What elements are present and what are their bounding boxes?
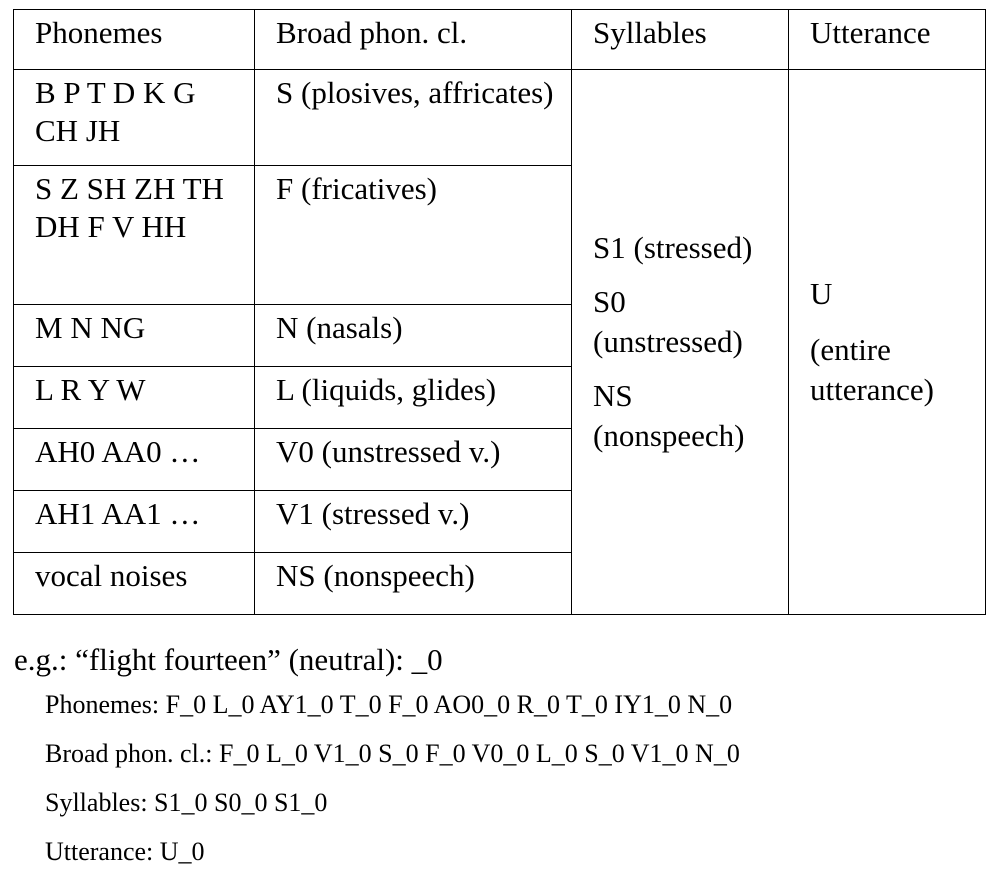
example-utterance-line: Utterance: U_0 bbox=[45, 837, 205, 866]
syllable-class-unstressed: S0 (unstressed) bbox=[593, 283, 743, 359]
broad-class-cell: L (liquids, glides) bbox=[255, 367, 572, 429]
header-phonemes: Phonemes bbox=[14, 10, 255, 70]
broad-class-cell: V1 (stressed v.) bbox=[255, 491, 572, 553]
table-header-row bbox=[14, 10, 986, 70]
phonemes-cell: B P T D K G CH JH bbox=[14, 70, 255, 166]
header-utterance: Utterance bbox=[789, 10, 986, 70]
example-block bbox=[14, 640, 740, 876]
broad-class-cell: S (plosives, affricates) bbox=[255, 70, 572, 166]
broad-class-cell: V0 (unstressed v.) bbox=[255, 429, 572, 491]
phonemes-cell: S Z SH ZH TH DH F V HH bbox=[14, 166, 255, 305]
phonemes-cell: AH0 AA0 … bbox=[14, 429, 255, 491]
example-broad-class-line: Broad phon. cl.: F_0 L_0 V1_0 S_0 F_0 V0_0 L_0 S_0 V1_0 N_0 bbox=[45, 739, 740, 768]
broad-class-cell: N (nasals) bbox=[255, 305, 572, 367]
header-broad-phon-cl: Broad phon. cl. bbox=[255, 10, 572, 70]
example-phonemes-line: Phonemes: F_0 L_0 AY1_0 T_0 F_0 AO0_0 R_0 T_0 IY1_0 N_0 bbox=[45, 690, 733, 719]
header-syllables: Syllables bbox=[572, 10, 789, 70]
utterance-cell bbox=[789, 70, 986, 615]
phonetic-classes-table bbox=[13, 9, 986, 615]
syllable-class-stressed: S1 (stressed) bbox=[593, 229, 753, 265]
utterance-class-description: (entire utterance) bbox=[810, 331, 934, 407]
phonemes-cell: L R Y W bbox=[14, 367, 255, 429]
syllable-class-nonspeech: NS (nonspeech) bbox=[593, 377, 745, 453]
broad-class-cell: NS (nonspeech) bbox=[255, 553, 572, 615]
phonemes-cell: AH1 AA1 … bbox=[14, 491, 255, 553]
broad-class-cell: F (fricatives) bbox=[255, 166, 572, 305]
syllables-cell bbox=[572, 70, 789, 615]
phonemes-cell: M N NG bbox=[14, 305, 255, 367]
utterance-class-label: U bbox=[810, 275, 833, 311]
example-heading: e.g.: “flight fourteen” (neutral): _0 bbox=[14, 642, 443, 677]
example-syllables-line: Syllables: S1_0 S0_0 S1_0 bbox=[45, 788, 328, 817]
table-row bbox=[14, 70, 986, 166]
phonemes-cell: vocal noises bbox=[14, 553, 255, 615]
